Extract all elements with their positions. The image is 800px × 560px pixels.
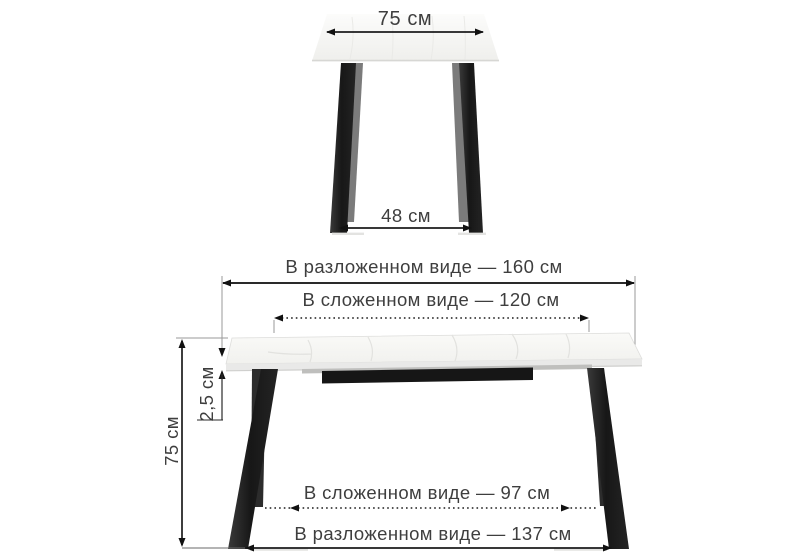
arrowhead-down <box>219 348 226 357</box>
arrowhead-right <box>626 280 635 287</box>
front-view-tabletop <box>226 333 642 364</box>
arrowhead-up <box>179 339 186 348</box>
tabletop-thickness-label: 2,5 см <box>196 366 217 422</box>
front-view-front-leg-right <box>587 368 629 549</box>
dimension-folded-width <box>274 289 589 333</box>
unfolded-width-label: В разложенном виде — 160 см <box>285 256 563 277</box>
floor-leg-span-label: 48 см <box>381 205 431 226</box>
arrowhead-down <box>179 538 186 547</box>
height-label: 75 см <box>161 416 182 466</box>
arrowhead-left <box>290 505 299 512</box>
top-width-label: 75 см <box>377 8 433 30</box>
folded-width-label: В сложенном виде — 120 см <box>302 289 560 310</box>
dimension-tabletop-thickness <box>196 348 226 422</box>
arrowhead-left <box>222 280 231 287</box>
arrowhead-right <box>561 505 570 512</box>
dimension-floor-leg-span <box>339 205 472 232</box>
unfolded-base-span-label: В разложенном виде — 137 см <box>294 523 572 544</box>
side-view-figure <box>312 8 499 234</box>
dimension-height <box>161 338 228 547</box>
folded-base-span-label: В сложенном виде — 97 см <box>303 482 551 503</box>
arrowhead-left <box>274 315 283 322</box>
dimension-folded-base-span <box>265 482 597 512</box>
arrowhead-right <box>580 315 589 322</box>
front-view-figure <box>161 256 642 552</box>
